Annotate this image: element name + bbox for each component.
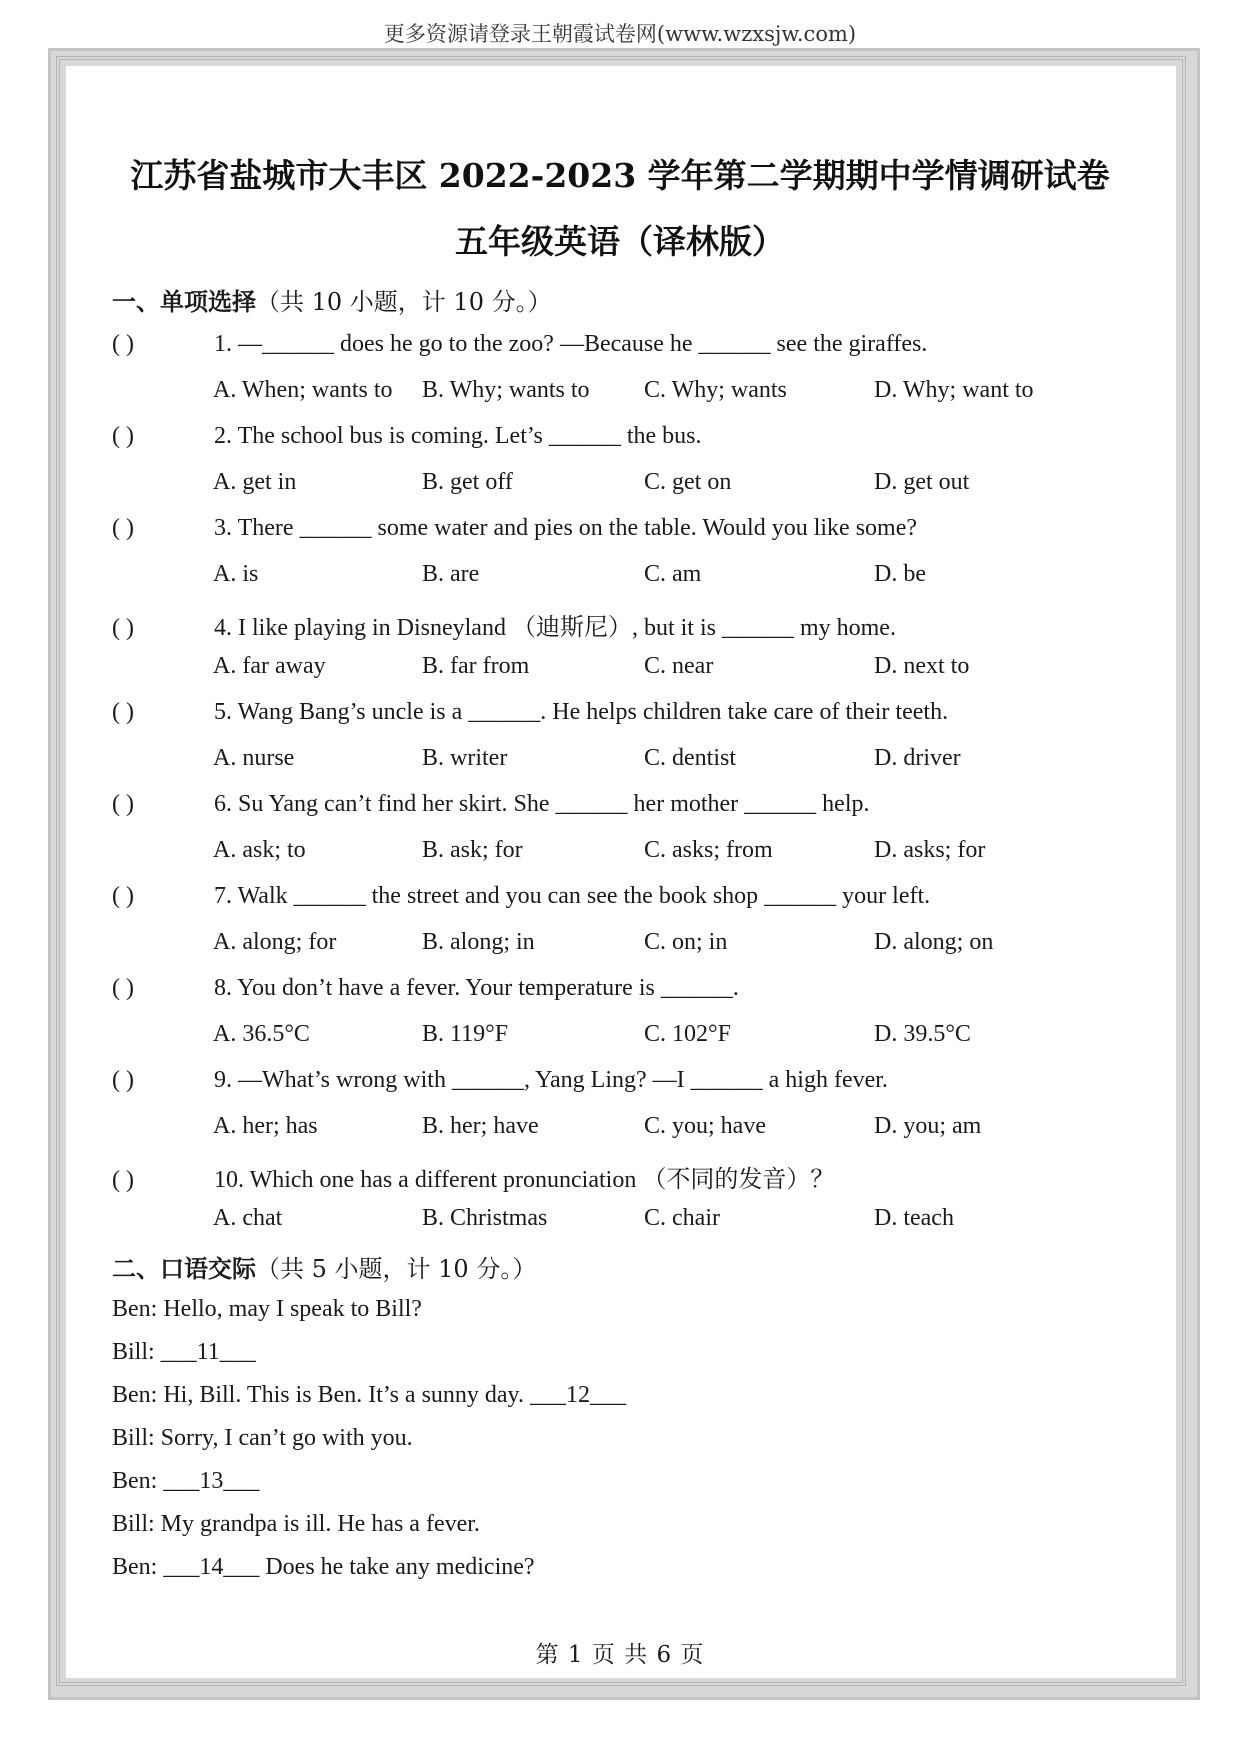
question-text: 5. Wang Bang’s uncle is a ______. He helps children take care of their teeth.	[214, 699, 949, 725]
option-d: D. 39.5°C	[874, 1021, 971, 1047]
question-text: 4. I like playing in Disneyland （迪斯尼）, but it is ______ my home.	[214, 615, 896, 641]
option-c: C. get on	[644, 469, 732, 495]
option-d: D. next to	[874, 653, 970, 679]
question-9	[112, 1067, 1132, 1094]
question-8-options	[213, 1021, 1133, 1053]
option-a: A. her; has	[213, 1113, 318, 1139]
option-c: C. 102°F	[644, 1021, 731, 1047]
site-watermark: 更多资源请登录王朝霞试卷网(www.wzxsjw.com)	[383, 22, 857, 46]
option-c: C. am	[644, 561, 702, 587]
option-d: D. asks; for	[874, 837, 986, 863]
option-a: A. chat	[213, 1205, 283, 1231]
option-c: C. you; have	[644, 1113, 766, 1139]
option-c: C. dentist	[644, 745, 737, 771]
answer-blank[interactable]: ( )	[112, 515, 134, 541]
question-7-options	[213, 929, 1133, 961]
answer-blank[interactable]: ( )	[112, 1167, 134, 1193]
answer-blank[interactable]: ( )	[112, 975, 134, 1001]
option-b: B. are	[422, 561, 480, 587]
answer-blank[interactable]: ( )	[112, 423, 134, 449]
dialogue-line: Bill: ___11___	[112, 1339, 256, 1365]
dialogue-line: Ben: ___13___	[112, 1468, 260, 1494]
section-1-heading	[112, 282, 552, 317]
question-text: 7. Walk ______ the street and you can see the book shop ______ your left.	[214, 883, 931, 909]
question-text: 8. You don’t have a fever. Your temperature is ______.	[214, 975, 739, 1001]
option-b: B. get off	[422, 469, 513, 495]
question-10-options	[213, 1205, 1133, 1237]
option-b: B. along; in	[422, 929, 535, 955]
question-1-options	[213, 377, 1133, 409]
option-b: B. 119°F	[422, 1021, 509, 1047]
answer-blank[interactable]: ( )	[112, 1067, 134, 1093]
dialogue-line: Bill: My grandpa is ill. He has a fever.	[112, 1511, 480, 1537]
question-5	[112, 699, 1132, 726]
exam-title: 江苏省盐城市大丰区 2022-2023 学年第二学期期中学情调研试卷	[130, 156, 1110, 195]
option-c: C. Why; wants	[644, 377, 787, 403]
option-b: B. her; have	[422, 1113, 539, 1139]
answer-blank[interactable]: ( )	[112, 883, 134, 909]
option-a: A. along; for	[213, 929, 337, 955]
section-2-heading	[112, 1249, 536, 1284]
option-d: D. get out	[874, 469, 970, 495]
question-4-options	[213, 653, 1133, 685]
question-text: 9. —What’s wrong with ______, Yang Ling? —I ______ a high fever.	[214, 1067, 888, 1093]
option-b: B. far from	[422, 653, 530, 679]
option-a: A. get in	[213, 469, 297, 495]
dialogue-line: Ben: Hello, may I speak to Bill?	[112, 1296, 422, 1322]
question-text: 2. The school bus is coming. Let’s ______ the bus.	[214, 423, 702, 449]
option-d: D. you; am	[874, 1113, 982, 1139]
dialogue-line: Bill: Sorry, I can’t go with you.	[112, 1425, 413, 1451]
answer-blank[interactable]: ( )	[112, 615, 134, 641]
option-c: C. on; in	[644, 929, 728, 955]
question-7	[112, 883, 1132, 910]
section-2-note: （共 5 小题，计 10 分。）	[256, 1255, 537, 1283]
question-text: 1. —______ does he go to the zoo? —Because he ______ see the giraffes.	[214, 331, 928, 357]
question-4	[112, 607, 1132, 642]
option-c: C. asks; from	[644, 837, 773, 863]
option-a: A. ask; to	[213, 837, 306, 863]
option-d: D. Why; want to	[874, 377, 1034, 403]
question-6	[112, 791, 1132, 818]
section-1-title: 一、单项选择	[112, 287, 256, 316]
question-1	[112, 331, 1132, 358]
question-9-options	[213, 1113, 1133, 1145]
question-2-options	[213, 469, 1133, 501]
option-d: D. along; on	[874, 929, 994, 955]
option-c: C. chair	[644, 1205, 720, 1231]
question-8	[112, 975, 1132, 1002]
option-b: B. ask; for	[422, 837, 523, 863]
section-2-title: 二、口语交际	[112, 1254, 256, 1283]
option-b: B. writer	[422, 745, 508, 771]
question-2	[112, 423, 1132, 450]
question-text: 10. Which one has a different pronunciation （不同的发音）？	[214, 1167, 835, 1193]
question-5-options	[213, 745, 1133, 777]
option-d: D. driver	[874, 745, 961, 771]
answer-blank[interactable]: ( )	[112, 699, 134, 725]
option-a: A. far away	[213, 653, 326, 679]
option-b: B. Why; wants to	[422, 377, 590, 403]
answer-blank[interactable]: ( )	[112, 331, 134, 357]
answer-blank[interactable]: ( )	[112, 791, 134, 817]
section-1-note: （共 10 小题，计 10 分。）	[256, 288, 552, 316]
option-a: A. When; wants to	[213, 377, 393, 403]
exam-subtitle: 五年级英语（译林版）	[455, 222, 785, 261]
option-d: D. teach	[874, 1205, 954, 1231]
option-a: A. 36.5°C	[213, 1021, 310, 1047]
option-d: D. be	[874, 561, 926, 587]
question-text: 3. There ______ some water and pies on the table. Would you like some?	[214, 515, 918, 541]
question-6-options	[213, 837, 1133, 869]
option-b: B. Christmas	[422, 1205, 548, 1231]
question-text: 6. Su Yang can’t find her skirt. She ______ her mother ______ help.	[214, 791, 870, 817]
option-a: A. nurse	[213, 745, 295, 771]
question-10	[112, 1159, 1132, 1194]
page-number: 第 1 页 共 6 页	[535, 1642, 705, 1668]
dialogue-line: Ben: ___14___ Does he take any medicine?	[112, 1554, 535, 1580]
dialogue-line: Ben: Hi, Bill. This is Ben. It’s a sunny day. ___12___	[112, 1382, 626, 1408]
question-3	[112, 515, 1132, 542]
question-3-options	[213, 561, 1133, 593]
option-a: A. is	[213, 561, 259, 587]
option-c: C. near	[644, 653, 714, 679]
